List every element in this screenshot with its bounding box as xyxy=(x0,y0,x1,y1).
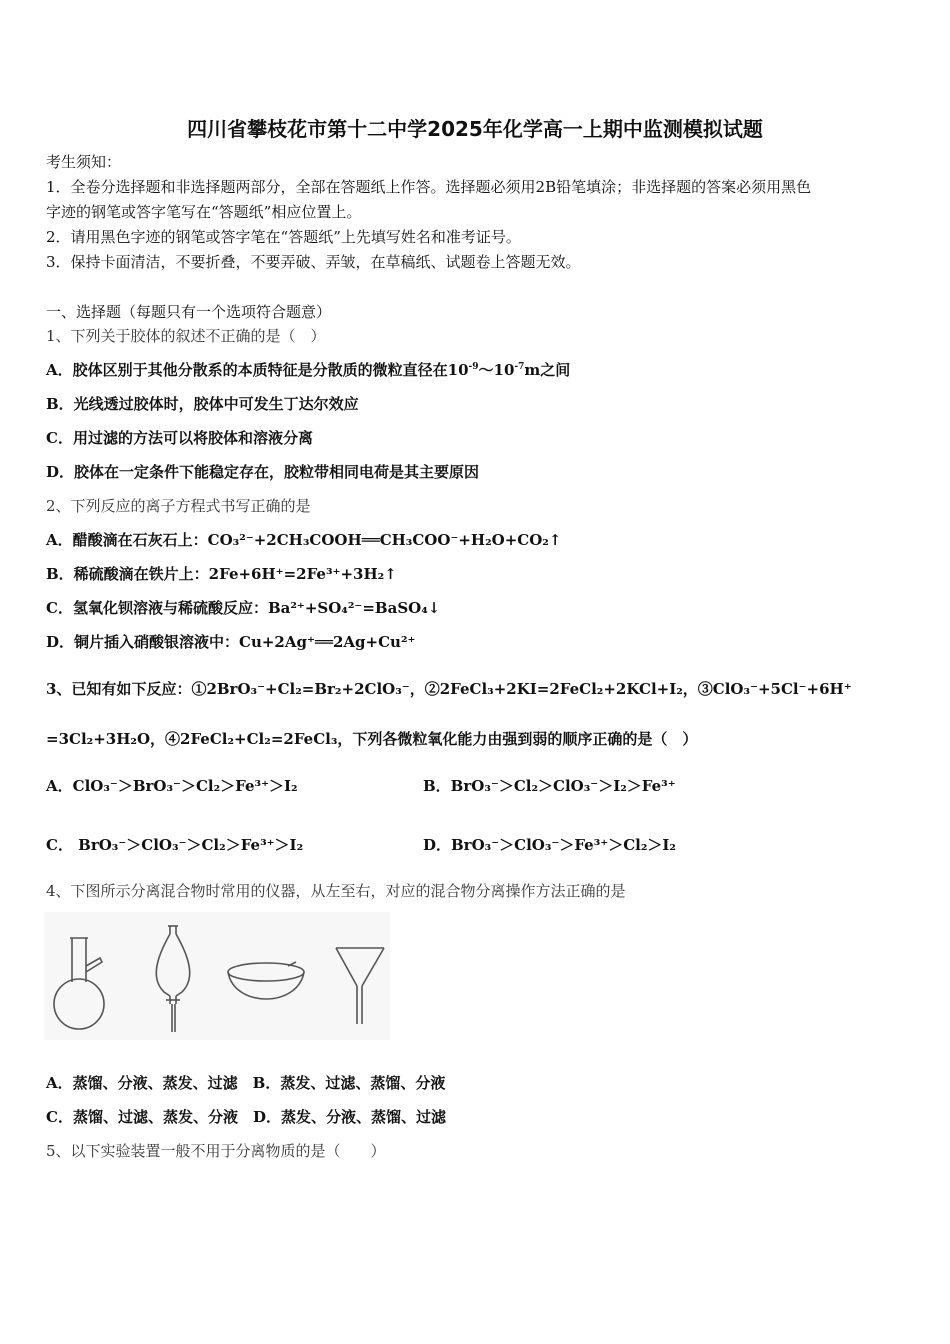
notice-item-1: 1．全卷分选择题和非选择题两部分，全部在答题纸上作答。选择题必须用2B铅笔填涂；非选择题的答案必须用黑色 xyxy=(46,178,812,196)
q5-stem: 5、以下实验装置一般不用于分离物质的是（ ） xyxy=(46,1142,386,1160)
q3-line-1: 3、已知有如下反应：①2BrO₃⁻+Cl₂=Br₂+2ClO₃⁻，②2FeCl₃+2KI=2FeCl₂+2KCl+I₂，③ClO₃⁻+5Cl⁻+6H⁺ xyxy=(46,680,852,698)
q4-stem: 4、下图所示分离混合物时常用的仪器，从左至右，对应的混合物分离操作方法正确的是 xyxy=(46,882,626,900)
notice-item-2: 2．请用黑色字迹的钢笔或答字笔在“答题纸”上先填写姓名和准考证号。 xyxy=(46,228,521,246)
q1-a-mid: ～10 xyxy=(478,361,515,379)
q4-options-cd: C．蒸馏、过滤、蒸发、分液 D．蒸发、分液、蒸馏、过滤 xyxy=(46,1108,446,1126)
lab-apparatus-figure xyxy=(44,912,390,1040)
q1-stem: 1、下列关于胶体的叙述不正确的是（ ） xyxy=(46,327,326,345)
q1-a-exp2: -7 xyxy=(514,362,525,372)
q4-options-ab: A．蒸馏、分液、蒸发、过滤 B．蒸发、过滤、蒸馏、分液 xyxy=(46,1074,446,1092)
q3-option-c: C． BrO₃⁻＞ClO₃⁻＞Cl₂＞Fe³⁺＞I₂ xyxy=(46,836,304,854)
q2-option-a: A．醋酸滴在石灰石上：CO₃²⁻+2CH₃COOH══CH₃COO⁻+H₂O+CO₂↑ xyxy=(46,531,562,549)
q3-options-cd xyxy=(46,835,910,855)
q1-option-b: B．光线透过胶体时，胶体中可发生丁达尔效应 xyxy=(46,395,359,413)
q3-options-ab xyxy=(46,776,910,796)
q1-a-text: A．胶体区别于其他分散系的本质特征是分散质的微粒直径在10 xyxy=(46,361,469,379)
q2-stem: 2、下列反应的离子方程式书写正确的是 xyxy=(46,497,311,515)
q1-a-end: m之间 xyxy=(524,361,571,379)
q2-option-c: C．氢氧化钡溶液与稀硫酸反应：Ba²⁺+SO₄²⁻=BaSO₄↓ xyxy=(46,599,441,617)
q2-option-d: D．铜片插入硝酸银溶液中：Cu+2Ag⁺══2Ag+Cu²⁺ xyxy=(46,633,416,651)
q1-option-a xyxy=(46,360,910,380)
q2-option-b: B．稀硫酸滴在铁片上：2Fe+6H⁺=2Fe³⁺+3H₂↑ xyxy=(46,565,397,583)
page-title: 四川省攀枝花市第十二中学2025年化学高一上期中监测模拟试题 xyxy=(187,117,763,141)
q1-option-c: C．用过滤的方法可以将胶体和溶液分离 xyxy=(46,429,313,447)
notice-item-3: 3．保持卡面清洁，不要折叠，不要弄破、弄皱，在草稿纸、试题卷上答题无效。 xyxy=(46,253,581,271)
q3-option-a: A．ClO₃⁻＞BrO₃⁻＞Cl₂＞Fe³⁺＞I₂ xyxy=(46,777,298,795)
q3-line-2: =3Cl₂+3H₂O，④2FeCl₂+Cl₂=2FeCl₃，下列各微粒氧化能力由强到弱的顺序正确的是（ ） xyxy=(46,730,698,748)
notice-heading: 考生须知： xyxy=(46,153,122,171)
q3-option-b: B．BrO₃⁻＞Cl₂＞ClO₃⁻＞I₂＞Fe³⁺ xyxy=(423,777,676,795)
notice-item-1-cont: 字迹的钢笔或答字笔写在“答题纸”相应位置上。 xyxy=(46,203,362,221)
q1-option-d: D．胶体在一定条件下能稳定存在，胶粒带相同电荷是其主要原因 xyxy=(46,463,480,481)
section-heading: 一、选择题（每题只有一个选项符合题意） xyxy=(46,303,332,321)
q1-a-exp1: -9 xyxy=(468,362,479,372)
q3-option-d: D．BrO₃⁻＞ClO₃⁻＞Fe³⁺＞Cl₂＞I₂ xyxy=(423,836,676,854)
figure-background xyxy=(44,912,390,1040)
